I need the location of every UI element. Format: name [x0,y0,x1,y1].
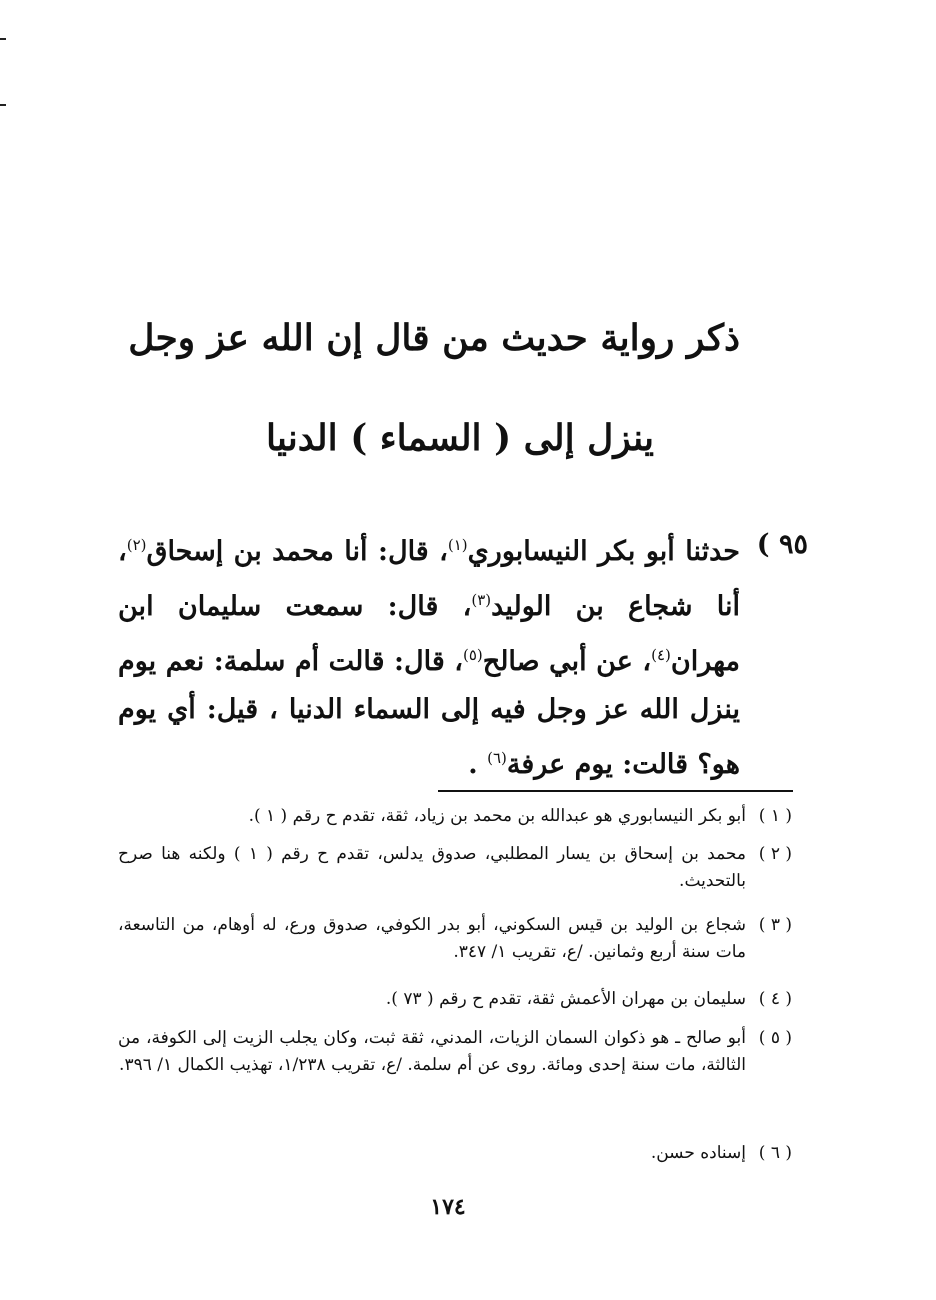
footnote-number: ( ٣ ) [758,915,792,935]
hadith-part-3: ، أنا شجاع بن الوليد [118,536,740,622]
footnote-ref-3[interactable]: (٣) [471,591,492,609]
footnote-6 [118,1140,792,1167]
footnote-separator [438,790,793,792]
hadith-text [118,521,740,789]
footnote-3 [118,912,792,966]
chapter-heading-line-2: ينزل إلى ( السماء ) الدنيا [265,417,655,459]
page-number: ١٧٤ [430,1194,466,1220]
footnote-number: ( ٤ ) [758,989,792,1009]
footnote-4 [118,986,792,1013]
hadith-part-6: ، قال: قالت أم سلمة: نعم يوم ينزل الله عز وجل فيه إلى السماء الدنيا ، قيل: أي يوم هو؟ قالت: يوم عرفة [118,646,740,780]
footnote-number: ( ١ ) [758,806,792,826]
footnote-text: أبو بكر النيسابوري هو عبدالله بن محمد بن زياد، ثقة، تقدم ح رقم ( ١ ). [248,806,746,826]
hadith-part-1: حدثنا أبو بكر النيسابوري [467,536,740,567]
footnote-ref-2[interactable]: (٢) [126,536,147,554]
scan-edge-mark [0,38,6,40]
hadith-part-4: ، قال: سمعت سليمان ابن مهران [118,591,740,677]
scan-edge-mark [0,104,6,106]
hadith-number: ٩٥ ) [756,529,808,560]
footnote-5 [118,1025,792,1079]
hadith-part-7: . [468,749,478,780]
footnote-number: ( ٥ ) [758,1028,792,1048]
chapter-heading-line-1: ذكر رواية حديث من قال إن الله عز وجل [128,317,740,359]
footnote-text: سليمان بن مهران الأعمش ثقة، تقدم ح رقم ( ٧٣ ). [385,989,746,1009]
footnote-text: إسناده حسن. [650,1143,746,1163]
footnote-number: ( ٢ ) [758,844,792,864]
footnote-ref-4[interactable]: (٤) [651,646,671,664]
footnote-text: محمد بن إسحاق بن يسار المطلبي، صدوق يدلس، تقدم ح رقم ( ١ ) ولكنه هنا صرح بالتحديث. [118,844,746,891]
footnote-1 [118,803,792,830]
hadith-part-2: ، قال: أنا محمد بن إسحاق [146,536,448,567]
footnote-number: ( ٦ ) [758,1143,792,1163]
footnote-ref-5[interactable]: (٥) [463,646,483,664]
footnote-2 [118,841,792,895]
footnote-text: شجاع بن الوليد بن قيس السكوني، أبو بدر الكوفي، صدوق ورع، له أوهام، من التاسعة، مات سنة أربع وثمانين. /ع، تقريب ١/ ٣٤٧. [118,915,746,962]
footnote-text: أبو صالح ـ هو ذكوان السمان الزيات، المدني، ثقة ثبت، وكان يجلب الزيت إلى الكوفة، من الثالثة، مات سنة إحدى ومائة. روى عن أم سلمة. /ع، تقريب ١/٢٣٨، تهذيب الكمال ١/ ٣٩٦. [118,1028,746,1075]
footnote-ref-6[interactable]: (٦) [487,749,507,767]
footnote-ref-1[interactable]: (١) [447,536,468,554]
hadith-part-5: ، عن أبي صالح [482,646,652,677]
